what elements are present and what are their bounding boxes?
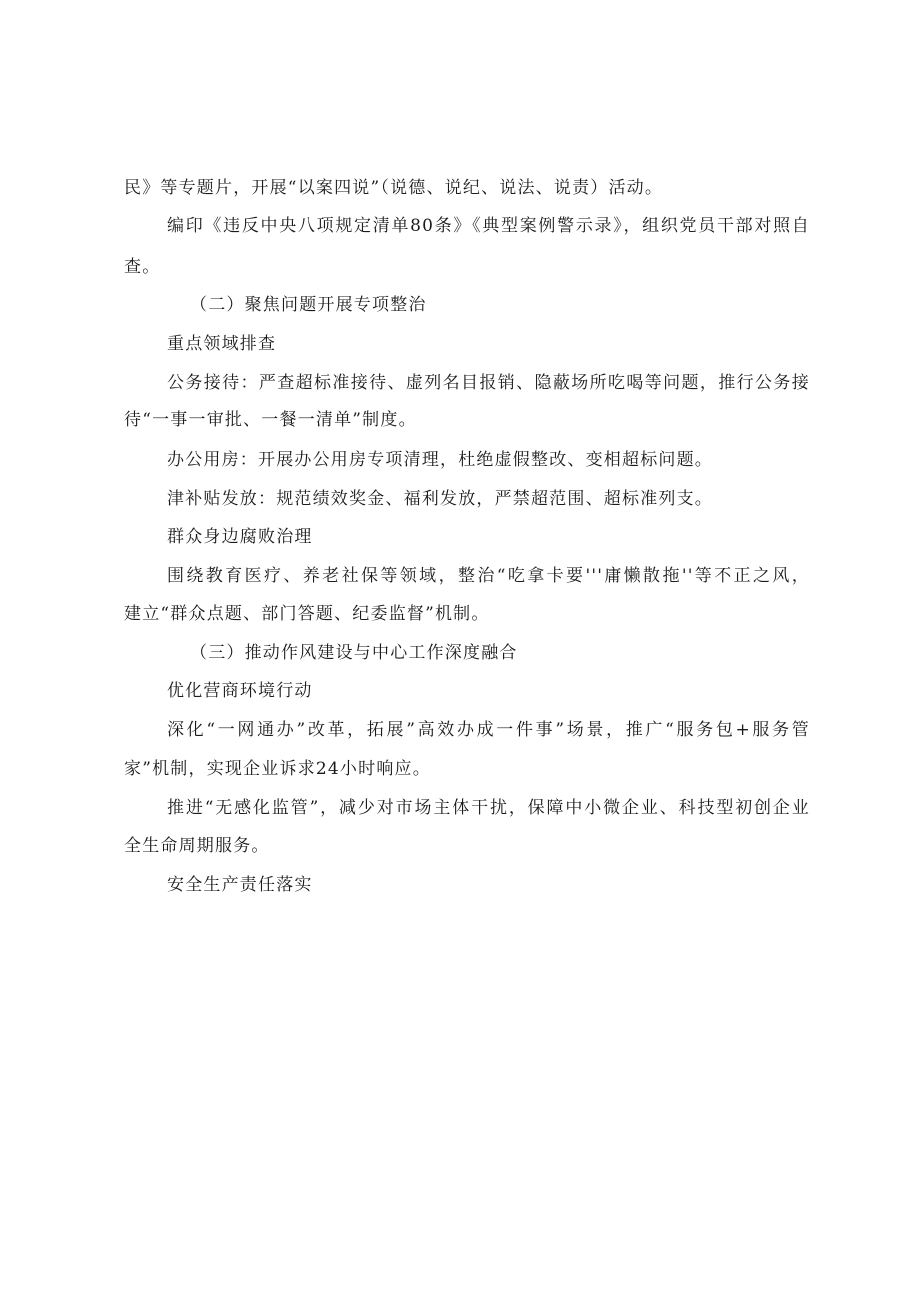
subsection-heading: 群众身边腐败治理 — [167, 527, 313, 547]
subsection-heading: 安全生产责任落实 — [167, 875, 313, 895]
paragraph-line: 家”机制，实现企业诉求24小时响应。 — [124, 759, 431, 779]
subsection-heading: 优化营商环境行动 — [167, 681, 313, 701]
subsection-heading: 重点领域排查 — [167, 334, 277, 354]
paragraph-line: 围绕教育医疗、养老社保等领域，整治“吃拿卡要'''庸懒散拖''等不正之风， — [167, 566, 810, 586]
section-heading: （三）推动作风建设与中心工作深度融合 — [190, 643, 518, 663]
paragraph-line: 深化“一网通办”改革，拓展”高效办成一件事”场景，推广“服务包+服务管 — [167, 720, 810, 740]
paragraph-line: 建立“群众点题、部门答题、纪委监督”机制。 — [124, 604, 490, 624]
paragraph-line: 民》等专题片，开展“以案四说”（说德、说纪、说法、说责）活动。 — [124, 178, 664, 198]
paragraph-line: 公务接待：严查超标准接待、虚列名目报销、隐蔽场所吃喝等问题，推行公务接 — [167, 373, 810, 393]
paragraph-line: 津补贴发放：规范绩效奖金、福利发放，严禁超范围、超标准列支。 — [167, 489, 713, 509]
paragraph-line: 查。 — [124, 257, 161, 277]
paragraph-line: 办公用房：开展办公用房专项清理，杜绝虚假整改、变相超标问题。 — [167, 450, 713, 470]
paragraph-line: 推进“无感化监管”，减少对市场主体干扰，保障中小微企业、科技型初创企业 — [167, 798, 810, 818]
paragraph-line: 全生命周期服务。 — [124, 836, 270, 856]
paragraph-line: 编印《违反中央八项规定清单80条》《典型案例警示录》，组织党员干部对照自 — [167, 216, 810, 236]
section-heading: （二）聚焦问题开展专项整治 — [190, 295, 427, 315]
paragraph-line: 待“一事一审批、一餐一清单”制度。 — [124, 410, 417, 430]
